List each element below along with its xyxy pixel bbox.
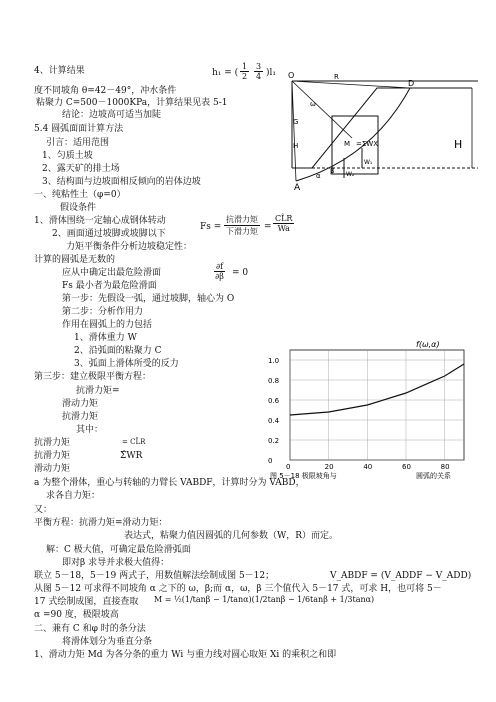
label-O: O xyxy=(288,71,295,80)
formula-big: M = ½(1/tanβ − 1/tanα)(1/2tanβ − 1/6tanβ + 1/3tanα) xyxy=(154,595,375,604)
frac-num: CL̂R xyxy=(275,214,293,223)
text-line: 滑动力矩 xyxy=(34,464,71,474)
label-W1: W₁ xyxy=(364,159,373,166)
text-line: Fs 最小者为最危险滑面 xyxy=(62,281,157,291)
formula-vabdf: V_ABDF = (V_ADDF − V_ADD) xyxy=(330,571,472,581)
section-heading: 一、纯粘性土（φ=0） xyxy=(34,190,126,200)
text-line: 作用在圆弧上的力包括 xyxy=(62,320,153,330)
label-G: G xyxy=(293,118,299,126)
label-omega: ω xyxy=(310,100,316,108)
formula-wr: Σ̂WR xyxy=(120,451,143,461)
label-A: A xyxy=(294,183,301,193)
text-line: 度不同坡角 θ=42－49°，冲水条件 xyxy=(34,86,177,96)
text-line: 其中： xyxy=(76,425,104,435)
y-tick-label: 0.2 xyxy=(268,437,280,445)
label-H-left: H xyxy=(293,142,299,150)
formula-fs-eq: = xyxy=(264,222,272,232)
radius-line xyxy=(292,81,352,138)
label-formula: =ΣWX xyxy=(356,140,379,148)
text-line: 结论：边坡高可适当加陡 xyxy=(62,110,162,120)
text-line: 解：C 极大值，可确定最危险滑弧面 xyxy=(46,545,191,555)
text-line: 滑动力矩 xyxy=(62,399,99,409)
x-tick-label: 0 xyxy=(286,463,291,471)
section-heading: 二、兼有 C 和φ 时的条分法 xyxy=(34,624,146,634)
y-tick-label: 0.6 xyxy=(268,397,280,405)
list-item: 1、滑体围绕一定轴心成钢体转动 xyxy=(34,216,166,226)
x-tick-label: 40 xyxy=(363,463,373,471)
label-R: R xyxy=(334,73,339,81)
label-alpha: α xyxy=(316,172,321,180)
text-line: 联立 5－18，5－19 两式子，用数值解法绘制成图 5－12； xyxy=(34,571,275,581)
formula-fs-frac2 xyxy=(273,214,294,233)
list-item: 2、沿弧面的粘聚力 C xyxy=(74,346,162,356)
label-H-right: H xyxy=(454,138,463,151)
section-heading: 5.4 圆弧面面计算方法 xyxy=(34,124,124,134)
x-tick-label: 80 xyxy=(440,463,450,471)
text-line: 表达式，粘聚力值因圆弧的几何参数（W，R）而定。 xyxy=(124,531,339,541)
list-item: 3、结构面与边坡面相反倾向的岩体边坡 xyxy=(42,177,201,187)
text-line: 引言：适用范围 xyxy=(46,138,110,148)
formula-derivative xyxy=(214,262,225,281)
frac-den: 4 xyxy=(256,72,262,81)
list-item: 1、滑体重力 W xyxy=(74,333,137,343)
formula-h1-tail: )l₁ xyxy=(266,68,276,78)
y-tick-label: 1.0 xyxy=(268,357,280,365)
radius-line xyxy=(292,81,410,88)
label-D: D xyxy=(408,79,415,88)
formula-fs-lhs: Fs = xyxy=(200,222,222,232)
x-tick-label: 60 xyxy=(402,463,411,471)
frac-den: ∂β xyxy=(215,272,224,281)
text-line: 抗滑力矩 xyxy=(34,438,71,448)
plot-area xyxy=(290,350,464,460)
chart-title: f(ω,α) xyxy=(416,340,440,349)
text-line: 第一步：先假设一弧，通过坡脚，轴心为 O xyxy=(62,294,235,304)
text-line: a 为整个滑体，重心与转轴的力臂长 VABDF，计算时分为 VABD， xyxy=(34,478,305,488)
frac-num: ∂f xyxy=(216,262,224,271)
text-line: 平衡方程：抗滑力矩=滑动力矩： xyxy=(34,518,168,528)
text-line: 力矩平衡条件分析边坡稳定性： xyxy=(66,242,193,252)
list-item: 2、露天矿的排土场 xyxy=(42,164,120,174)
text-line: 抗滑力矩 xyxy=(34,451,71,461)
formula-clr: = CL̂R xyxy=(122,438,146,446)
text-line: 第三步：建立极限平衡方程： xyxy=(34,372,152,382)
text-line: 应从中确定出最危险滑面 xyxy=(62,268,162,278)
formula-h1-frac1 xyxy=(240,62,249,81)
radius-line xyxy=(292,81,299,181)
label-W2: W₂ xyxy=(346,171,355,178)
list-item: 1、匀质土坡 xyxy=(42,151,93,161)
frac-num: 1 xyxy=(242,62,248,71)
text-line: 又： xyxy=(34,505,53,515)
chart-f-omega-alpha xyxy=(266,338,472,482)
text-line: 第二步：分析作用力 xyxy=(62,307,144,317)
formula-derivative-rhs: = 0 xyxy=(232,268,249,278)
slope-diagram xyxy=(282,68,482,208)
frac-den: 下滑力矩 xyxy=(226,227,258,236)
chart-caption-tail: 圆弧的关系 xyxy=(416,472,451,480)
list-item: 2、画面通过坡脚或坡脚以下 xyxy=(52,229,166,239)
text-line: 从图 5－12 可求得不同坡角 α 之下的 ω，β;而 α，ω，β 三个值代入 5－17 式，可求 H，也可将 5－ xyxy=(34,584,442,594)
y-tick-label: 0.4 xyxy=(268,417,280,425)
frac-num: 抗滑力矩 xyxy=(226,215,258,224)
frac-den: 2 xyxy=(242,72,248,81)
chart-caption: 图 5－18 极限坡角与 xyxy=(270,472,337,480)
x-tick-label: 20 xyxy=(324,463,334,471)
label-M: M xyxy=(344,140,351,148)
text-line: 1、滑动力矩 Md 为各分条的重力 Wi 与重力线对圆心取矩 Xi 的乘积之和即 xyxy=(34,650,337,660)
list-item: 3、弧面上滑体所受的反力 xyxy=(74,359,179,369)
text-line: 粘聚力 C=500－1000KPa，计算结果见表 5-1 xyxy=(36,98,228,108)
text-line: 抗滑力矩= xyxy=(76,386,120,396)
text-line: α =90 度，极限坡高 xyxy=(34,610,119,620)
text-line: 抗滑力矩 xyxy=(62,412,99,422)
formula-h1-frac2 xyxy=(254,62,263,81)
text-line: 即对β 求导并求极大值得： xyxy=(62,558,170,568)
section-heading-results: 4、计算结果 xyxy=(34,66,85,76)
text-line: 计算的圆弧是无数的 xyxy=(34,255,116,265)
y-tick-label: 0 xyxy=(268,457,273,465)
text-line: 将滑体划分为垂直分条 xyxy=(62,637,153,647)
text-line: 17 式绘制成图，直接查取 xyxy=(34,597,139,607)
formula-h1-lhs: h₁ = ( xyxy=(212,68,239,78)
frac-num: 3 xyxy=(256,62,262,71)
y-tick-label: 0.8 xyxy=(268,377,280,385)
frac-den: Wa xyxy=(277,224,290,233)
label-beta: β xyxy=(330,167,335,175)
text-line: 假设条件 xyxy=(60,203,97,213)
text-line: 求各自力矩： xyxy=(46,491,101,501)
formula-fs-frac1 xyxy=(224,214,260,237)
